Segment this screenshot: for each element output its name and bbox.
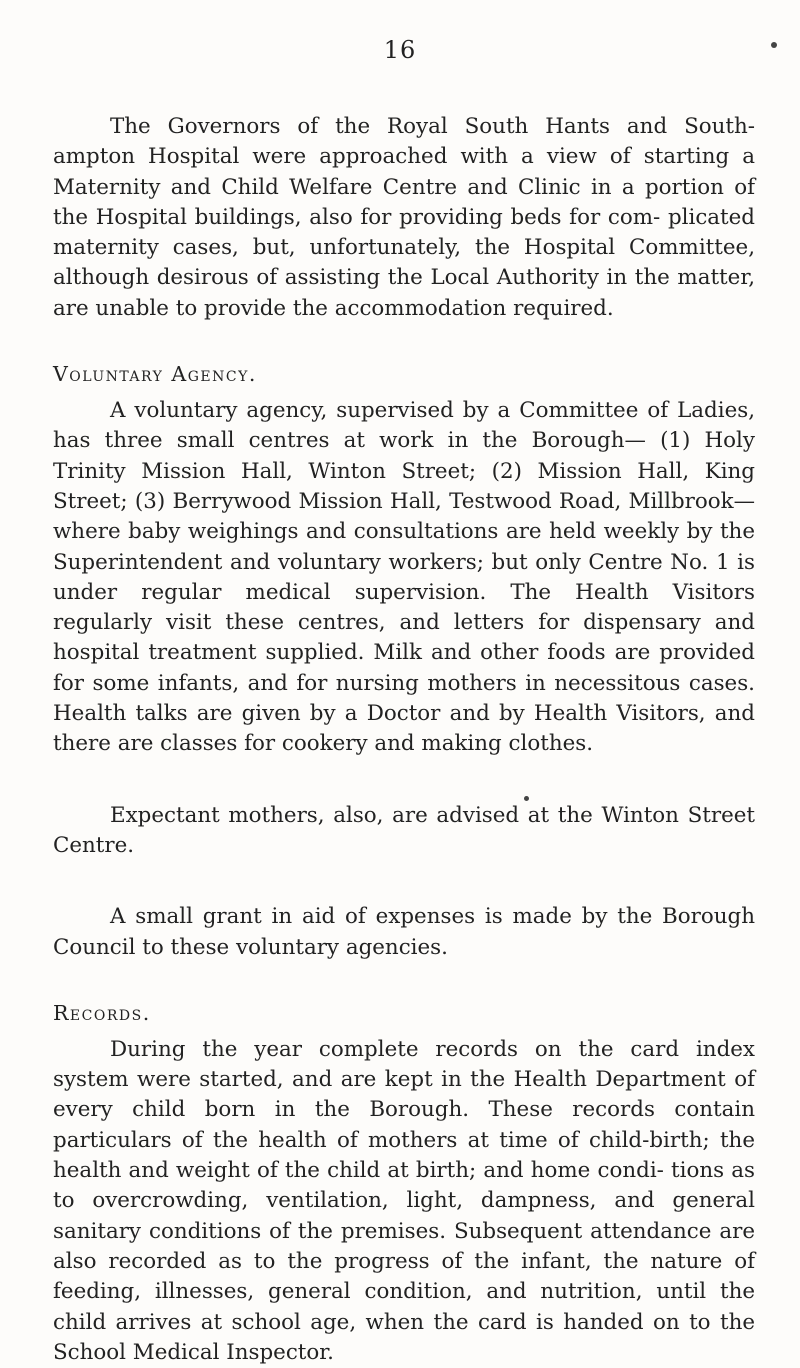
voluntary-agency-paragraph: A voluntary agency, supervised by a Committee of Ladies, has three small centres at work in the Borough— (1) Holy Trinity Mission Hall, Winton Street; (2) Mission Hall, King Street; (3) Berrywood Mission Hall, Testwood Road, Millbrook—where baby weighings and consultations are held weekly by the Superintendent and voluntary workers; but only Centre No. 1 is under regular medical supervision. The Health Visitors regularly visit these centres, and letters for dispensary and hospital treatment supplied. Milk and other foods are provided for some infants, and for nursing mothers in necessitous cases. Health talks are given by a Doctor and by Health Visitors, and there are classes for cookery and making clothes. xyxy=(53,398,755,757)
records-paragraph: During the year complete records on the card index system were started, and are kept in the Health Department of every child born in the Borough. These records contain particulars of the health of mothers at time of child-birth; the health and weight of the child at birth; and home condi- tions as to overcrowding, ventilation, light, dampness, and general sanitary conditions of the premises. Subsequent attendance are also recorded as to the progress of the infant, the nature of feeding, illnesses, general condition, and nutrition, until the child arrives at school age, when the card is handed on to the School Medical Inspector. xyxy=(53,1036,755,1365)
voluntary-agency-heading: Voluntary Agency. xyxy=(53,362,257,387)
expectant-mothers-paragraph: Expectant mothers, also, are advised at the Winton Street Centre. xyxy=(53,802,755,858)
records-heading: Records. xyxy=(53,1000,151,1025)
intro-paragraph: The Governors of the Royal South Hants and South- ampton Hospital were approached with a view of starting a Maternity and Child Welfare Centre and Clinic in a portion of the Hospital buildings, also for providing beds for com- plicated maternity cases, but, unfortunately, the Hospital Committee, although desirous of assisting the Local Authority in the matter, are unable to provide the accommodation required. xyxy=(53,114,755,321)
document-body xyxy=(53,112,755,1368)
grant-paragraph: A small grant in aid of expenses is made by the Borough Council to these voluntary agencies. xyxy=(53,904,755,960)
page-number: 16 xyxy=(383,36,417,64)
